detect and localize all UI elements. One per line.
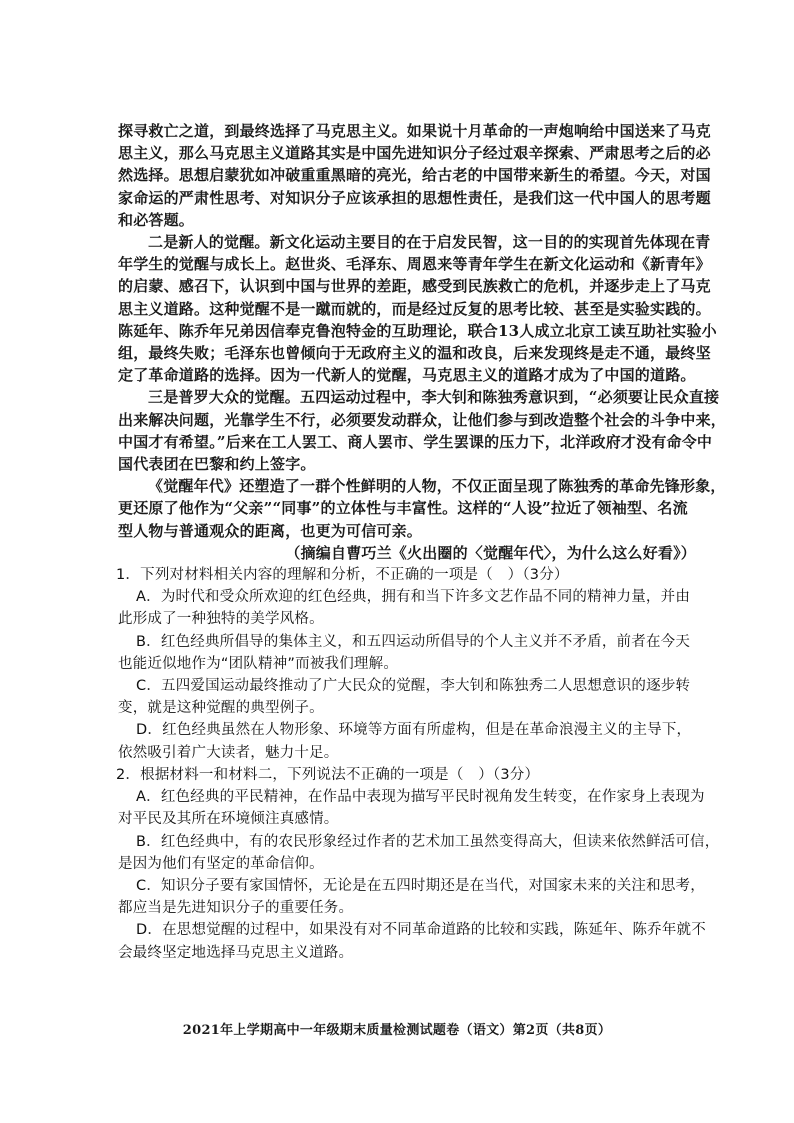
passage-line: 更还原了他作为“父亲”“同事”的立体性与丰富性。这样的“人设”拉近了领袖型、名流 xyxy=(118,499,688,518)
question-1-option-a[interactable]: A．为时代和受众所欢迎的红色经典，拥有和当下许多文艺作品不同的精神力量，并由 xyxy=(136,589,691,606)
passage-source: （摘编自曹巧兰《火出圈的〈觉醒年代〉，为什么这么好看》） xyxy=(285,543,696,562)
passage-line: 型人物与普通观众的距离，也更为可信可亲。 xyxy=(118,521,423,540)
passage-line: 定了革命道路的选择。因为一代新人的觉醒，马克思主义的道路才成为了中国的道路。 xyxy=(118,366,696,385)
passage-line: 陈延年、陈乔年兄弟因信奉克鲁泡特金的互助理论，联合13人成立北京工读互助社实验小 xyxy=(118,321,717,340)
question-1-option-c[interactable]: C．五四爱国运动最终推动了广大民众的觉醒，李大钊和陈独秀二人思想意识的逐步转 xyxy=(136,678,691,695)
question-1-option-b-cont: 也能近似地作为“团队精神”而被我们理解。 xyxy=(118,655,399,672)
question-2-option-a-cont: 对平民及其所在环境倾注真感情。 xyxy=(118,811,339,828)
passage-line: 家命运的严肃性思考、对知识分子应该承担的思想性责任，是我们这一代中国人的思考题 xyxy=(118,188,711,207)
passage-line: 国代表团在巴黎和约上签字。 xyxy=(118,455,316,474)
question-2-option-d[interactable]: D．在思想觉醒的过程中，如果没有对不同革命道路的比较和实践，陈延年、陈乔年就不 xyxy=(136,922,706,939)
question-2-stem: 2．根据材料一和材料二，下列说法不正确的一项是（ ）（3分） xyxy=(116,766,540,783)
passage-line: 《觉醒年代》还塑造了一群个性鲜明的人物，不仅正面呈现了陈独秀的革命先锋形象， xyxy=(148,477,726,496)
question-1-stem: 1．下列对材料相关内容的理解和分析，不正确的一项是（ ）（3分） xyxy=(116,567,569,584)
question-1-option-d[interactable]: D．红色经典虽然在人物形象、环境等方面有所虚构，但是在革命浪漫主义的主导下， xyxy=(136,722,692,739)
question-2-option-b-cont: 是因为他们有坚定的革命信仰。 xyxy=(118,855,324,872)
question-1-option-b[interactable]: B．红色经典所倡导的集体主义，和五四运动所倡导的个人主义并不矛盾，前者在今天 xyxy=(136,633,691,650)
question-2-option-a[interactable]: A．红色经典的平民精神，在作品中表现为描写平民时视角发生转变，在作家身上表现为 xyxy=(136,789,705,806)
passage-line: 探寻救亡之道，到最终选择了马克思主义。如果说十月革命的一声炮响给中国送来了马克 xyxy=(118,122,711,140)
question-1-option-a-cont: 此形成了一种独特的美学风格。 xyxy=(118,611,324,628)
passage-line: 然选择。思想启蒙犹如冲破重重黑暗的亮光，给古老的中国带来新生的希望。今天，对国 xyxy=(118,166,711,185)
passage-line: 思主义道路。这种觉醒不是一蹴而就的，而是经过反复的思考比较、甚至是实验实践的。 xyxy=(118,299,711,318)
exam-content xyxy=(116,120,727,964)
passage-line: 出来解决问题，光靠学生不行，必须要发动群众，让他们参与到改造整个社会的斗争中来， xyxy=(118,410,727,429)
passage-line: 二是新人的觉醒。新文化运动主要目的在于启发民智，这一目的的实现首先体现在青 xyxy=(148,233,711,252)
passage-line: 三是普罗大众的觉醒。五四运动过程中，李大钊和陈独秀意识到，“必须要让民众直接 xyxy=(148,388,720,407)
passage-line: 思主义，那么马克思主义道路其实是中国先进知识分子经过艰辛探索、严肃思考之后的必 xyxy=(118,144,711,163)
question-2-option-c[interactable]: C．知识分子要有家国情怀，无论是在五四时期还是在当代，对国家未来的关注和思考， xyxy=(136,877,705,894)
page-footer: 2021年上学期高中一年级期末质量检测试题卷（语文）第2页（共8页） xyxy=(182,1023,612,1038)
passage-line: 和必答题。 xyxy=(118,210,195,229)
passage-line: 的启蒙、感召下，认识到中国与世界的差距，感受到民族救亡的危机，并逐步走上了马克 xyxy=(118,277,711,296)
question-2-option-d-cont: 会最终坚定地选择马克思主义道路。 xyxy=(118,944,354,961)
passage-line: 年学生的觉醒与成长上。赵世炎、毛泽东、周恩来等青年学生在新文化运动和《新青年》 xyxy=(118,255,711,274)
question-1-option-d-cont: 依然吸引着广大读者，魅力十足。 xyxy=(118,744,339,761)
question-1-option-c-cont: 变，就是这种觉醒的典型例子。 xyxy=(118,700,324,717)
passage-line: 组，最终失败；毛泽东也曾倾向于无政府主义的温和改良，后来发现终是走不通，最终坚 xyxy=(118,344,711,363)
passage-line: 中国才有希望。”后来在工人罢工、商人罢市、学生罢课的压力下，北洋政府才没有命令中 xyxy=(118,432,713,451)
question-2-option-c-cont: 都应当是先进知识分子的重要任务。 xyxy=(118,900,354,917)
question-2-option-b[interactable]: B．红色经典中，有的农民形象经过作者的艺术加工虽然变得高大，但读来依然鲜活可信， xyxy=(136,833,720,850)
